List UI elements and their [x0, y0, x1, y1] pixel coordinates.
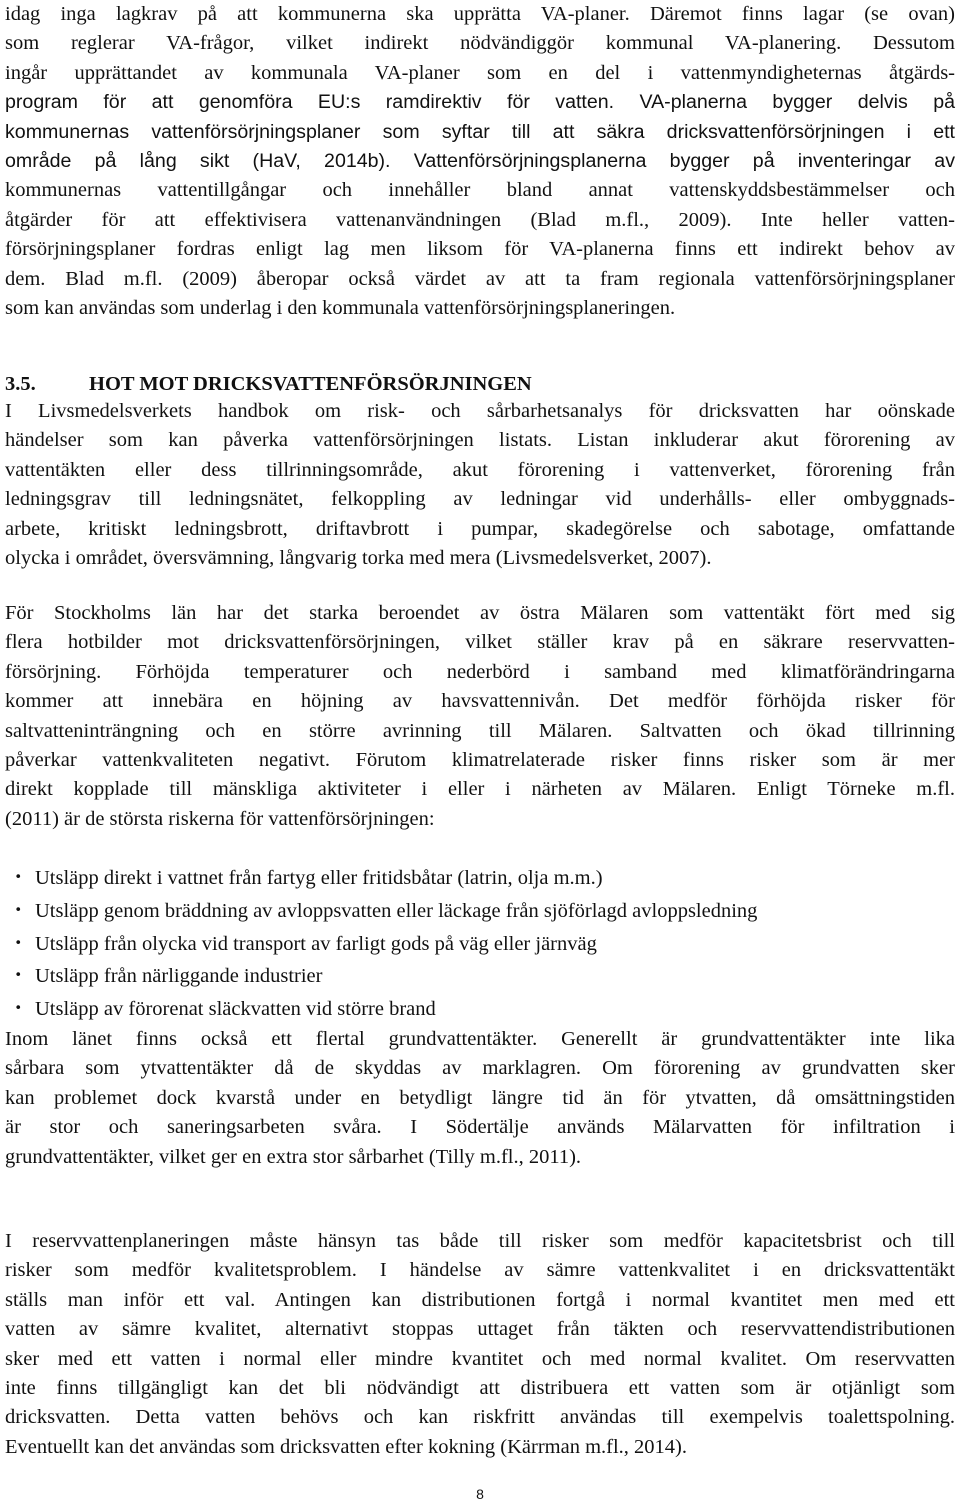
text-line: dricksvatten. Detta vatten behövs och kan riskfritt användas till exempelvis toalettspolning.	[5, 1406, 955, 1429]
paragraph-reserve-water	[5, 1227, 955, 1462]
text-line: försörjningsplaner fordras enligt lag men liksom för VA-planerna finns ett indirekt behov av	[5, 238, 955, 261]
text-line: ledningsgrav till ledningsnätet, felkoppling av ledningar vid underhålls- eller ombyggnads-	[5, 488, 955, 511]
list-item	[5, 895, 955, 928]
text-line: arbete, kritiskt ledningsbrott, driftavbrott i pumpar, skadegörelse och sabotage, omfattande	[5, 517, 955, 540]
bullet-marker: ・	[8, 932, 29, 955]
text-line: vatten av sämre kvalitet, alternativt stoppas uttaget från täkten och reservvattendistributionen	[5, 1318, 955, 1341]
text-line: område på lång sikt (HaV, 2014b). Vattenförsörjningsplanerna bygger på inventeringar av	[5, 149, 955, 172]
section-number: 3.5.	[5, 373, 36, 395]
list-item	[5, 960, 955, 993]
text-line: idag inga lagkrav på att kommunerna ska upprätta VA-planer. Däremot finns lagar (se ovan)	[5, 3, 955, 25]
text-line: I Livsmedelsverkets handbok om risk- och sårbarhetsanalys för dricksvatten har oönskade	[5, 400, 955, 422]
text-line: åtgärder för att effektivisera vattenanvändningen (Blad m.fl., 2009). Inte heller vatten-	[5, 208, 955, 231]
text-line: sker med ett vatten i normal eller mindre kvantitet och med normal kvalitet. Om reservvatten	[5, 1347, 955, 1370]
list-item-text: Utsläpp från närliggande industrier	[35, 965, 323, 988]
text-line: För Stockholms län har det starka beroendet av östra Mälaren som vattentäkt fört med sig	[5, 602, 955, 624]
text-line: dem. Blad m.fl. (2009) åberopar också värdet av att ta fram regionala vattenförsörjningsplaner	[5, 267, 955, 290]
list-item	[5, 993, 955, 1026]
text-line: flera hotbilder mot dricksvattenförsörjningen, vilket ställer krav på en säkrare reservvatten-	[5, 631, 955, 654]
text-line: vattentäkten eller dess tillrinningsområde, akut förorening i vattenverket, förorening från	[5, 458, 955, 481]
paragraph-groundwater	[5, 1025, 955, 1172]
text-line: direkt kopplade till mänskliga aktiviteter i eller i närheten av Mälaren. Enligt Törneke m.fl.	[5, 778, 955, 801]
bullet-marker: ・	[8, 899, 29, 922]
text-line: påverkar vattenkvaliteten negativt. Förutom klimatrelaterade risker finns risker som är mer	[5, 748, 955, 771]
text-line: kommunernas vattentillgångar och innehåller bland annat vattenskyddsbestämmelser och	[5, 179, 955, 202]
list-item-text: Utsläpp från olycka vid transport av farligt gods på väg eller järnväg	[35, 932, 597, 955]
list-item-text: Utsläpp genom bräddning av avloppsvatten eller läckage från sjöförlagd avloppsledning	[35, 899, 758, 922]
list-item-text: Utsläpp direkt i vattnet från fartyg eller fritidsbåtar (latrin, olja m.m.)	[35, 867, 603, 889]
text-line: (2011) är de största riskerna för vattenförsörjningen:	[5, 807, 435, 830]
bullet-marker: ・	[8, 965, 29, 988]
paragraph-livsmedelsverket	[5, 397, 955, 573]
text-line: kommunernas vattenförsörjningsplaner som syftar till att säkra dricksvattenförsörjningen i ett	[5, 120, 955, 143]
text-line: sårbara som ytvattentäkter då de skyddas av marklagren. Om förorening av grundvatten sker	[5, 1057, 955, 1080]
text-line: kan problemet dock kvarstå under en betydligt längre tid än för ytvatten, då omsättningstiden	[5, 1086, 955, 1109]
list-item	[5, 862, 955, 895]
paragraph-stockholm	[5, 599, 955, 834]
text-line: ingår upprättandet av kommunala VA-planer som en del i vattenmyndigheternas åtgärds-	[5, 61, 955, 84]
text-line: program för att genomföra EU:s ramdirektiv för vatten. VA-planerna bygger delvis på	[5, 91, 955, 114]
text-line: kommer att innebära en höjning av havsvattennivån. Det medför förhöjda risker för	[5, 690, 955, 713]
text-line: försörjning. Förhöjda temperaturer och nederbörd i samband med klimatförändringarna	[5, 660, 955, 683]
text-line: olycka i området, översvämning, långvarig torka med mera (Livsmedelsverket, 2007).	[5, 546, 712, 569]
bullet-marker: ・	[8, 998, 29, 1021]
text-line: som reglerar VA-frågor, vilket indirekt nödvändiggör kommunal VA-planering. Dessutom	[5, 32, 955, 55]
text-line: Eventuellt kan det användas som dricksvatten efter kokning (Kärrman m.fl., 2014).	[5, 1435, 687, 1458]
section-title: HOT MOT DRICKSVATTENFÖRSÖRJNINGEN	[89, 373, 532, 395]
text-line: händelser som kan påverka vattenförsörjningen listats. Listan inkluderar akut förorening av	[5, 429, 955, 452]
bullet-marker: ・	[8, 867, 29, 889]
text-line: är stor och saneringsarbeten svåra. I Södertälje används Mälarvatten för infiltration i	[5, 1116, 955, 1139]
paragraph-va-planning	[5, 0, 955, 323]
text-line: Inom länet finns också ett flertal grundvattentäkter. Generellt är grundvattentäkter inte lika	[5, 1028, 955, 1050]
text-line: inte finns tillgängligt kan det bli nödvändigt att distribuera ett vatten som är otjänligt som	[5, 1376, 955, 1399]
section-heading	[5, 369, 532, 399]
list-item-text: Utsläpp av förorenat släckvatten vid större brand	[35, 998, 436, 1021]
text-line: saltvatteninträngning och en större avrinning till Mälaren. Saltvatten och ökad tillrinning	[5, 719, 955, 742]
text-line: I reservvattenplaneringen måste hänsyn tas både till risker som medför kapacitetsbrist och till	[5, 1230, 955, 1252]
text-line: ställs man inför ett val. Antingen kan distributionen fortgå i normal kvantitet men med ett	[5, 1288, 955, 1311]
list-item	[5, 928, 955, 961]
risk-list	[5, 862, 955, 1026]
text-line: som kan användas som underlag i den kommunala vattenförsörjningsplaneringen.	[5, 296, 676, 319]
text-line: risker som medför kvalitetsproblem. I händelse av sämre vattenkvalitet i en dricksvattentäkt	[5, 1259, 955, 1282]
page-number: 8	[476, 1486, 484, 1502]
text-line: grundvattentäkter, vilket ger en extra stor sårbarhet (Tilly m.fl., 2011).	[5, 1145, 582, 1168]
